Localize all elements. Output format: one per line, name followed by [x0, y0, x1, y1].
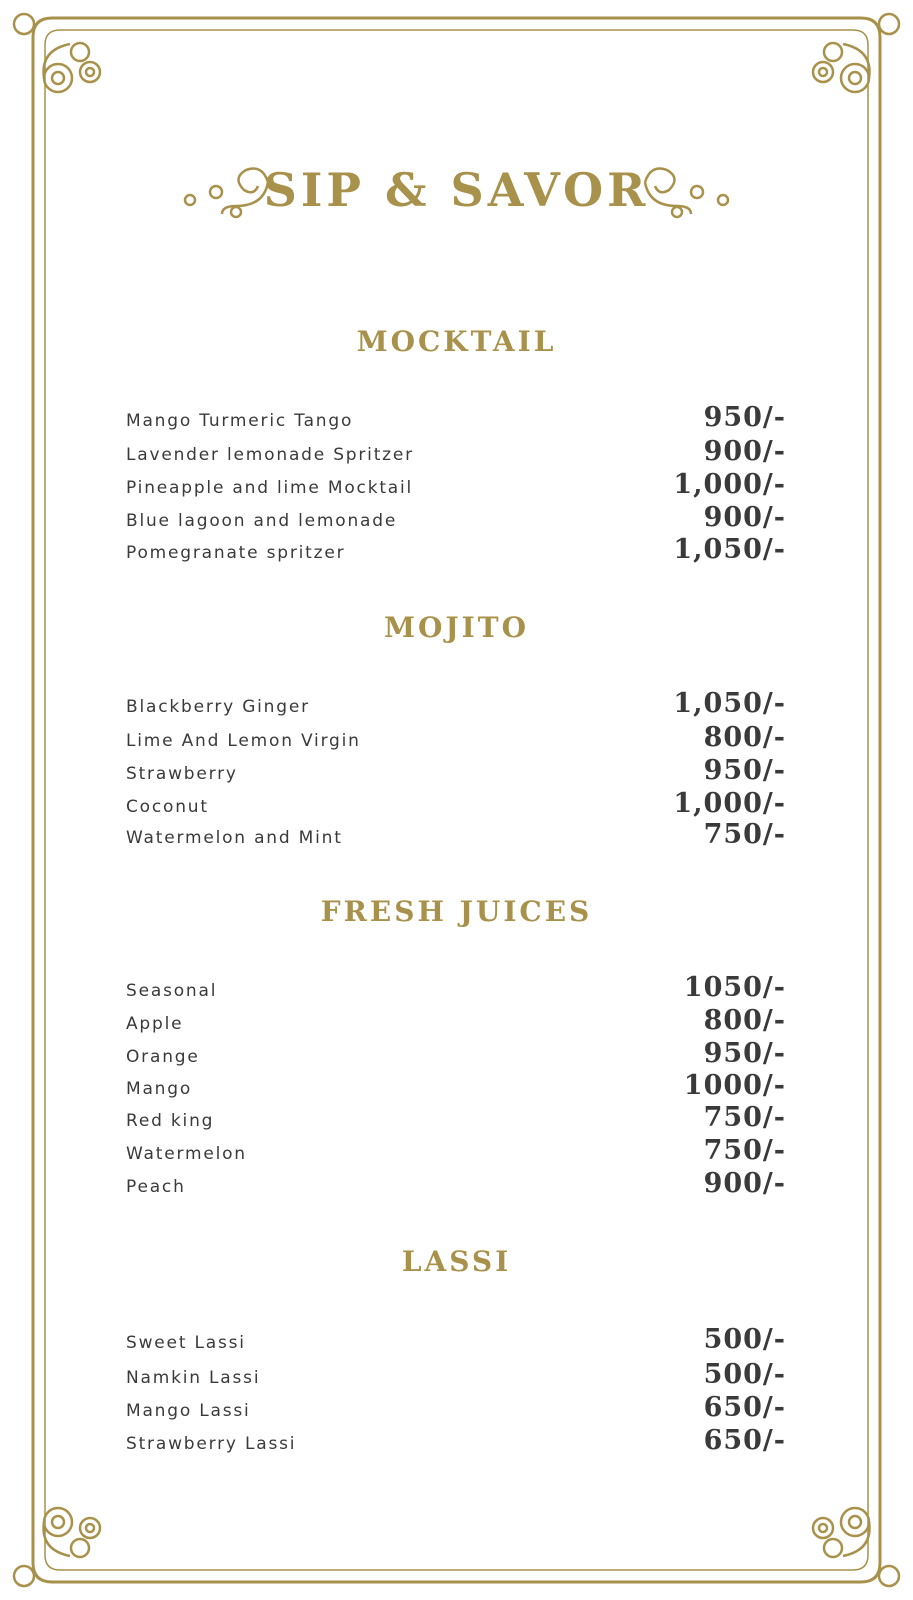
- item-price: 750/-: [703, 1102, 786, 1133]
- item-price: 1,000/-: [673, 788, 786, 819]
- menu-title: SIP & SAVOR: [263, 163, 650, 217]
- item-name: Blackberry Ginger: [126, 697, 310, 717]
- menu-item: [126, 1426, 786, 1460]
- item-name: Watermelon: [126, 1144, 247, 1164]
- item-price: 800/-: [703, 1005, 786, 1036]
- item-name: Mango Turmeric Tango: [126, 411, 354, 431]
- item-price: 500/-: [703, 1324, 786, 1355]
- menu-item: [126, 535, 786, 569]
- item-name: Lime And Lemon Virgin: [126, 731, 361, 751]
- item-name: Strawberry: [126, 764, 238, 784]
- item-name: Sweet Lassi: [126, 1333, 246, 1353]
- menu-item: [126, 1006, 786, 1040]
- item-price: 500/-: [703, 1359, 786, 1390]
- item-name: Apple: [126, 1014, 184, 1034]
- item-name: Seasonal: [126, 981, 218, 1001]
- item-name: Watermelon and Mint: [126, 828, 343, 848]
- item-price: 650/-: [703, 1392, 786, 1423]
- item-name: Peach: [126, 1177, 186, 1197]
- item-price: 750/-: [703, 1135, 786, 1166]
- section-heading-mojito: MOJITO: [384, 611, 529, 644]
- menu-item: [126, 503, 786, 537]
- menu-item: [126, 820, 786, 854]
- item-price: 900/-: [703, 436, 786, 467]
- menu-item: [126, 1325, 786, 1359]
- menu-item: [126, 437, 786, 471]
- menu-item: [126, 723, 786, 757]
- menu-item: [126, 1360, 786, 1394]
- corner-scroll-bottom-right-icon: [813, 1508, 899, 1586]
- item-name: Mango Lassi: [126, 1401, 251, 1421]
- menu-item: [126, 1136, 786, 1170]
- item-name: Strawberry Lassi: [126, 1434, 297, 1454]
- item-name: Blue lagoon and lemonade: [126, 511, 398, 531]
- menu-item: [126, 1103, 786, 1137]
- item-price: 950/-: [703, 402, 786, 433]
- item-name: Orange: [126, 1047, 200, 1067]
- item-price: 900/-: [703, 502, 786, 533]
- menu-item: [126, 756, 786, 790]
- item-price: 800/-: [703, 722, 786, 753]
- item-price: 650/-: [703, 1425, 786, 1456]
- item-price: 1,050/-: [673, 688, 786, 719]
- menu-item: [126, 470, 786, 504]
- menu-item: [126, 1169, 786, 1203]
- section-heading-fresh-juices: FRESH JUICES: [320, 895, 593, 928]
- item-price: 1000/-: [683, 1070, 786, 1101]
- item-price: 1,050/-: [673, 534, 786, 565]
- section-heading-lassi: LASSI: [401, 1245, 512, 1278]
- item-price: 750/-: [703, 819, 786, 850]
- item-price: 950/-: [703, 1038, 786, 1069]
- menu-item: [126, 973, 786, 1007]
- item-name: Namkin Lassi: [126, 1368, 261, 1388]
- menu-item: [126, 1071, 786, 1105]
- menu-item: [126, 1039, 786, 1073]
- section-heading-mocktail: MOCKTAIL: [356, 325, 557, 358]
- menu-item: [126, 789, 786, 823]
- item-price: 900/-: [703, 1168, 786, 1199]
- menu-item: [126, 689, 786, 723]
- item-name: Pomegranate spritzer: [126, 543, 346, 563]
- menu-item: [126, 1393, 786, 1427]
- item-name: Red king: [126, 1111, 215, 1131]
- item-name: Coconut: [126, 797, 209, 817]
- corner-scroll-top-left-icon: [14, 14, 100, 92]
- item-price: 1050/-: [683, 972, 786, 1003]
- corner-scroll-bottom-left-icon: [14, 1508, 100, 1586]
- item-name: Lavender lemonade Spritzer: [126, 445, 414, 465]
- menu-item: [126, 403, 786, 437]
- item-price: 950/-: [703, 755, 786, 786]
- item-name: Pineapple and lime Mocktail: [126, 478, 414, 498]
- item-name: Mango: [126, 1079, 193, 1099]
- corner-scroll-top-right-icon: [813, 14, 899, 92]
- item-price: 1,000/-: [673, 469, 786, 500]
